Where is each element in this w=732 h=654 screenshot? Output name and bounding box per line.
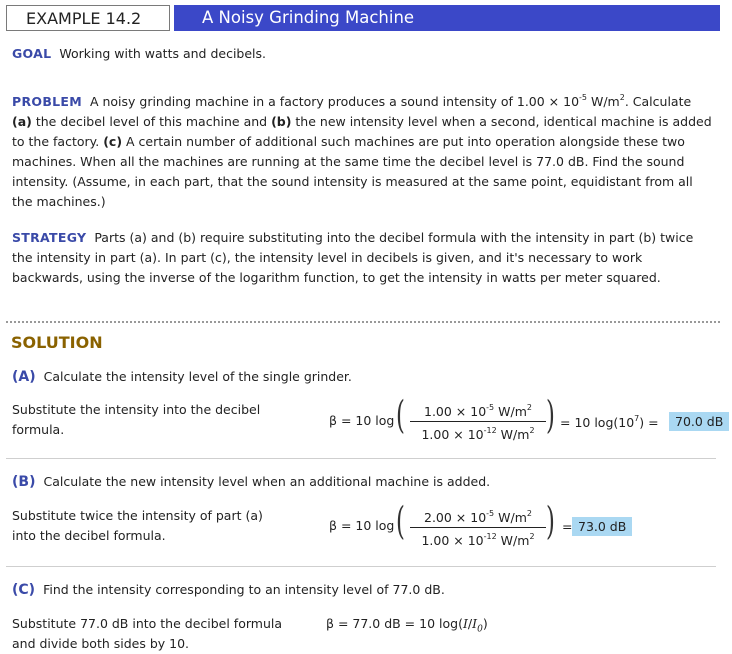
part-a-label: (A)	[12, 369, 36, 385]
part-c-eq-text: β = 77.0 dB = 10 log(	[326, 616, 463, 631]
part-a-heading	[12, 367, 712, 387]
part-a-num-unit: W/m	[494, 404, 527, 419]
part-b-den-unit-exp: 2	[529, 532, 535, 541]
solution-heading: SOLUTION	[11, 333, 103, 352]
part-b-step: Substitute twice the intensity of part (a) into the decibel formula.	[12, 508, 263, 543]
part-b-num-exp: -5	[486, 509, 495, 518]
part-b-lhs: β = 10 log	[329, 518, 395, 533]
part-b-right-paren: )	[545, 499, 555, 543]
part-c-title: Find the intensity corresponding to an intensity level of 77.0 dB.	[43, 582, 445, 597]
part-b-num-unit-exp: 2	[526, 509, 532, 518]
title-bar	[174, 5, 720, 31]
dotted-divider	[6, 321, 720, 323]
part-c-label: (C)	[12, 582, 36, 598]
part-c-eq-slash: /	[467, 616, 473, 631]
example-header	[0, 5, 720, 31]
part-b-den-text: 1.00 × 10	[421, 533, 484, 548]
problem-exponent: -5	[579, 93, 588, 102]
problem-unit-exponent: 2	[619, 93, 625, 102]
problem-label: PROBLEM	[12, 94, 82, 109]
part-a-result: 70.0 dB	[669, 412, 729, 431]
example-title: A Noisy Grinding Machine	[202, 8, 415, 27]
problem-part-c-text: A certain number of additional such machines are put into operation alongside these two machines. When all the machines are running at the same time the decibel level is 77.0 dB. Find the sound intensity. (Assume, in each part, that the sound intensity is measured at the same point, equidistant from all the machines.)	[12, 134, 693, 209]
part-b-numerator	[408, 509, 548, 525]
part-c-step: Substitute 77.0 dB into the decibel formula and divide both sides by 10.	[12, 616, 283, 651]
part-a-numerator	[408, 403, 548, 419]
strategy-text: Parts (a) and (b) require substituting into the decibel formula with the intensity in part (b) twice the intensity in part (a). In part (c), the intensity level in decibels is given, and it's necessary to work backwards, using the inverse of the logarithm function, to get the intensity in watts per meter squared.	[12, 230, 694, 285]
problem-part-a-label: (a)	[12, 114, 32, 129]
part-a-mid-end: ) =	[639, 415, 659, 430]
part-a-title: Calculate the intensity level of the single grinder.	[43, 369, 352, 384]
part-b-equals: =	[562, 519, 573, 534]
example-label: EXAMPLE 14.2	[26, 9, 142, 28]
part-c-eq-intensity: I	[462, 616, 468, 631]
part-b-left-paren: (	[395, 499, 405, 543]
part-a-den-unit-exp: 2	[529, 426, 535, 435]
problem-part-b-text: the new intensity level when a second, identical machine is added to the factory.	[12, 114, 712, 149]
part-b-den-unit: W/m	[496, 533, 530, 548]
part-b-denominator	[408, 532, 548, 548]
part-c-heading	[12, 580, 712, 600]
part-a-num-exp: -5	[486, 403, 495, 412]
part-a-lhs: β = 10 log	[329, 413, 395, 428]
part-b-fraction-line	[410, 527, 546, 528]
problem-paragraph	[12, 88, 712, 212]
problem-unit: W/m	[587, 94, 620, 109]
part-c-equation	[326, 616, 488, 635]
part-b-num-unit: W/m	[494, 510, 527, 525]
problem-text: A noisy grinding machine in a factory produces a sound intensity of 1.00 × 10	[89, 94, 580, 109]
part-b-divider	[6, 566, 716, 567]
problem-text-calc: . Calculate	[624, 94, 692, 109]
part-a-den-unit: W/m	[496, 427, 530, 442]
part-c-eq-reference: I	[472, 616, 478, 631]
part-b-heading	[12, 472, 712, 492]
part-a-right-paren: )	[545, 393, 555, 437]
part-a-denominator	[408, 426, 548, 442]
problem-part-a-text: the decibel level of this machine and	[31, 114, 272, 129]
example-label-box	[6, 5, 170, 31]
part-a-num-text: 1.00 × 10	[424, 404, 487, 419]
part-b-label: (B)	[12, 474, 36, 490]
part-b-den-exp: -12	[483, 532, 497, 541]
problem-part-c-label: (c)	[103, 134, 123, 149]
part-a-divider	[6, 458, 716, 459]
goal-paragraph	[12, 44, 712, 64]
part-a-den-exp: -12	[483, 426, 497, 435]
part-a-middle	[560, 414, 659, 430]
strategy-paragraph	[12, 228, 712, 288]
part-a-num-unit-exp: 2	[526, 403, 532, 412]
problem-part-b-label: (b)	[271, 114, 292, 129]
goal-text: Working with watts and decibels.	[59, 46, 267, 61]
part-a-den-text: 1.00 × 10	[421, 427, 484, 442]
strategy-label: STRATEGY	[12, 230, 87, 245]
part-b-result: 73.0 dB	[572, 517, 632, 536]
goal-label: GOAL	[12, 46, 52, 61]
part-a-mid-text: = 10 log(10	[560, 415, 635, 430]
part-a-mid-exp: 7	[634, 414, 640, 423]
part-a-left-paren: (	[395, 393, 405, 437]
part-c-eq-subscript: 0	[477, 624, 483, 635]
part-a-step: Substitute the intensity into the decibel formula.	[12, 402, 261, 437]
part-c-eq-end: )	[482, 616, 488, 631]
part-a-fraction-line	[410, 421, 546, 422]
part-b-num-text: 2.00 × 10	[424, 510, 487, 525]
part-b-title: Calculate the new intensity level when an additional machine is added.	[43, 474, 491, 489]
